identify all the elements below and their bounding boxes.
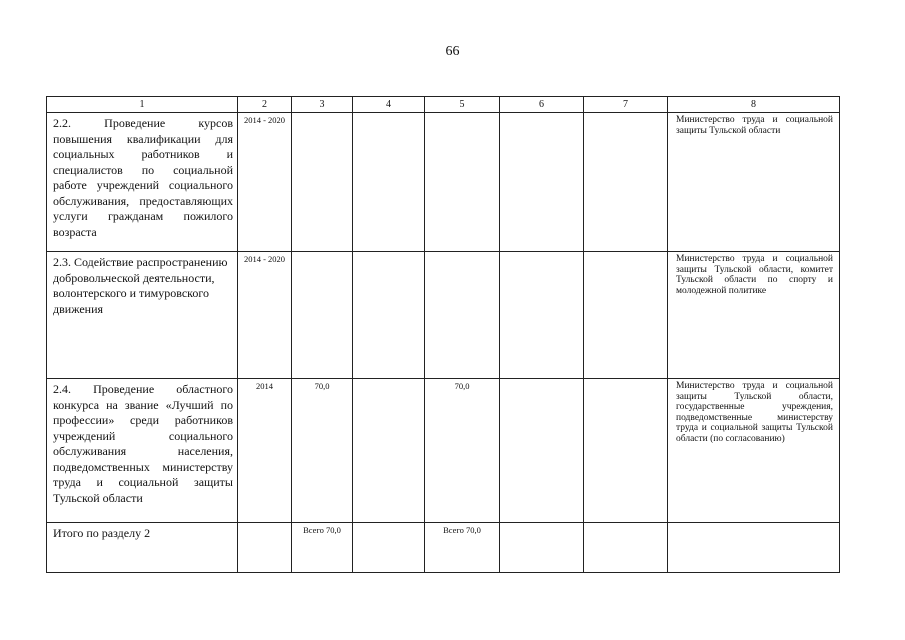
table-row xyxy=(47,113,840,252)
header-cell-6: 6 xyxy=(500,97,584,113)
measure-name-cell: 2.3. Содействие распространению добровольческой деятельности, волонтерского и тимуровского движения xyxy=(47,252,238,379)
value-cell-4 xyxy=(353,379,425,523)
value-cell-6 xyxy=(500,113,584,252)
period-cell: 2014 - 2020 xyxy=(238,113,292,252)
value-cell-7 xyxy=(584,379,668,523)
value-cell-6 xyxy=(500,379,584,523)
value-cell-3 xyxy=(292,113,353,252)
responsible-cell: Министерство труда и социальной защиты Тульской области xyxy=(668,113,840,252)
value-cell-5 xyxy=(425,252,500,379)
header-cell-1: 1 xyxy=(47,97,238,113)
header-cell-4: 4 xyxy=(353,97,425,113)
header-cell-8: 8 xyxy=(668,97,840,113)
value-cell-4 xyxy=(353,523,425,573)
value-cell-3: 70,0 xyxy=(292,379,353,523)
value-cell-7 xyxy=(584,113,668,252)
measure-name-cell: 2.2. Проведение курсов повышения квалификации для социальных работников и специалистов по социальной работе учреждений социального обслуживания, предоставляющих услуги гражданам пожилого возраста xyxy=(47,113,238,252)
header-cell-7: 7 xyxy=(584,97,668,113)
value-cell-6 xyxy=(500,523,584,573)
header-cell-5: 5 xyxy=(425,97,500,113)
value-cell-6 xyxy=(500,252,584,379)
table-row xyxy=(47,252,840,379)
measure-name-cell: 2.4. Проведение областного конкурса на звание «Лучший по профессии» среди работников учреждений социального обслуживания населения, подведомственных министерству труда и социальной защиты Тульской области xyxy=(47,379,238,523)
value-cell-4 xyxy=(353,113,425,252)
value-cell-7 xyxy=(584,523,668,573)
table-row xyxy=(47,379,840,523)
value-cell-5: 70,0 xyxy=(425,379,500,523)
page-number: 66 xyxy=(445,44,460,59)
responsible-cell: Министерство труда и социальной защиты Тульской области, комитет Тульской области по спорту и молодежной политике xyxy=(668,252,840,379)
measures-table xyxy=(46,96,840,573)
value-cell-3 xyxy=(292,252,353,379)
period-cell: 2014 xyxy=(238,379,292,523)
total-value-cell-5: Всего 70,0 xyxy=(425,523,500,573)
header-cell-3: 3 xyxy=(292,97,353,113)
period-cell xyxy=(238,523,292,573)
value-cell-5 xyxy=(425,113,500,252)
value-cell-7 xyxy=(584,252,668,379)
table-row-total xyxy=(47,523,840,573)
header-cell-2: 2 xyxy=(238,97,292,113)
total-label-cell: Итого по разделу 2 xyxy=(47,523,238,573)
table-header-row xyxy=(47,97,840,113)
value-cell-4 xyxy=(353,252,425,379)
period-cell: 2014 - 2020 xyxy=(238,252,292,379)
responsible-cell: Министерство труда и социальной защиты Тульской области, государственные учреждения, подведомственные министерству труда и социальной защиты Тульской области (по согласованию) xyxy=(668,379,840,523)
total-value-cell-3: Всего 70,0 xyxy=(292,523,353,573)
responsible-cell xyxy=(668,523,840,573)
